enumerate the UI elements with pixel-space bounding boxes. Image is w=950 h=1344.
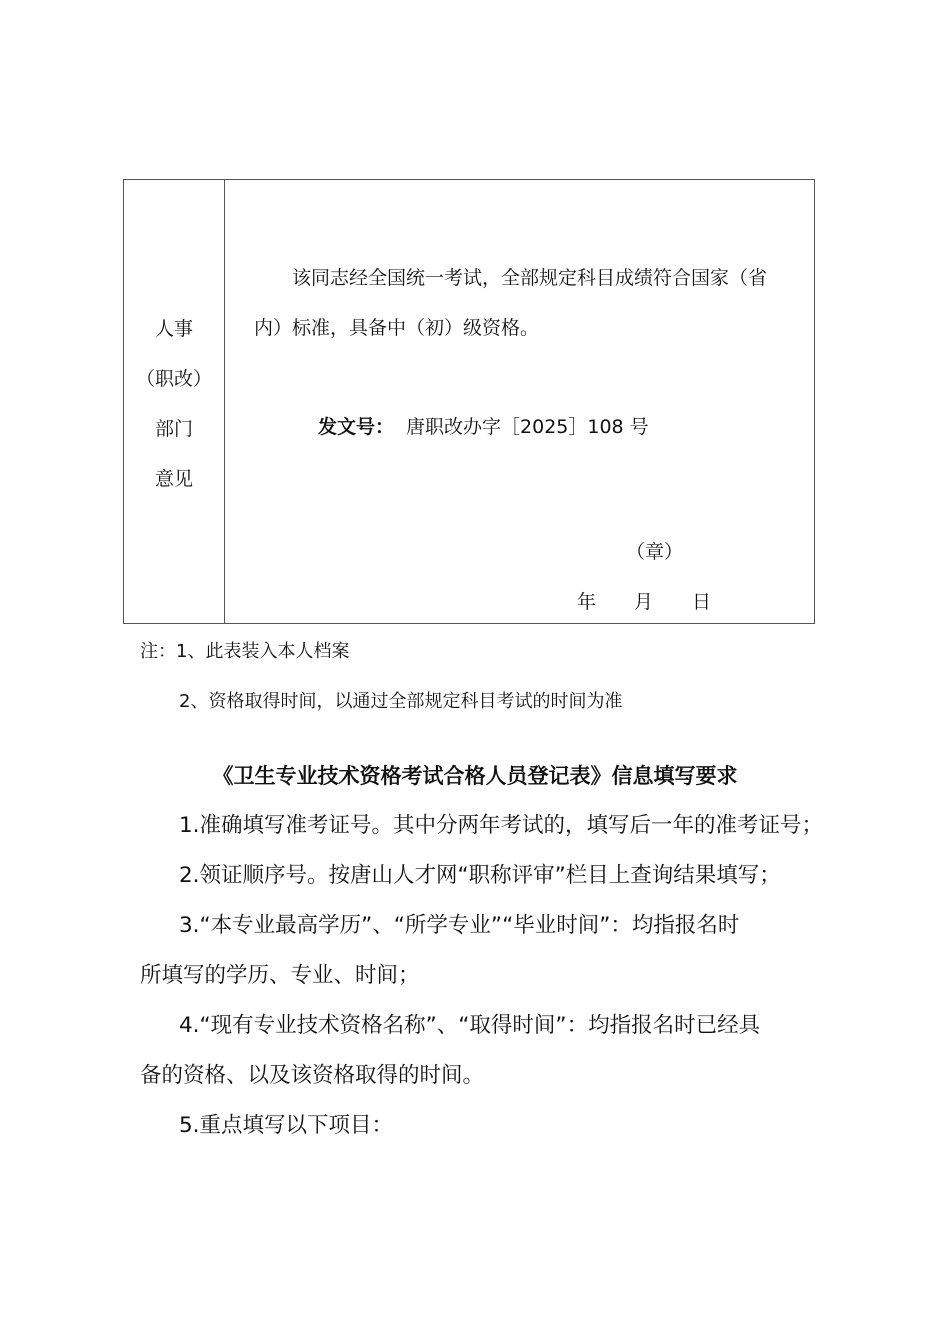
note-1: 注：1、此表装入本人档案 xyxy=(140,641,350,662)
doc-number-value: 唐职改办字［2025］108 号 xyxy=(406,416,649,438)
requirement-line-5: 5.重点填写以下项目： xyxy=(179,1113,394,1138)
doc-number-label: 发文号： xyxy=(318,416,395,438)
note-2: 2、资格取得时间，以通过全部规定科目考试的时间为准 xyxy=(179,691,623,712)
requirements-title: 《卫生专业技术资格考试合格人员登记表》信息填写要求 xyxy=(212,764,738,788)
requirement-line-4-cont: 备的资格、以及该资格取得的时间。 xyxy=(140,1063,485,1088)
date-month: 月 xyxy=(634,591,654,613)
dept-label-line-2: （职改） xyxy=(135,368,212,390)
table-divider xyxy=(224,180,225,623)
dept-label-line-4: 意见 xyxy=(154,468,193,490)
requirement-line-3-cont: 所填写的学历、专业、时间； xyxy=(140,963,420,988)
dept-label-line-3: 部门 xyxy=(154,418,193,440)
opinion-text-line-1: 该同志经全国统一考试，全部规定科目成绩符合国家（省 xyxy=(292,267,768,289)
requirement-line-1: 1.准确填写准考证号。其中分两年考试的，填写后一年的准考证号； xyxy=(179,813,824,838)
requirement-line-4: 4.“现有专业技术资格名称”、“取得时间”：均指报名时已经具 xyxy=(179,1013,761,1038)
opinion-text-line-2: 内）标准，具备中（初）级资格。 xyxy=(254,317,540,339)
doc-number xyxy=(318,415,649,439)
seal-text: （章） xyxy=(626,541,684,563)
date-year: 年 xyxy=(577,591,597,613)
dept-label-line-1: 人事 xyxy=(154,318,193,340)
requirement-line-3: 3.“本专业最高学历”、“所学专业”“毕业时间”：均指报名时 xyxy=(179,913,740,938)
date-day: 日 xyxy=(692,591,712,613)
opinion-table xyxy=(123,179,815,624)
requirement-line-2: 2.领证顺序号。按唐山人才网“职称评审”栏目上查询结果填写； xyxy=(179,863,781,888)
